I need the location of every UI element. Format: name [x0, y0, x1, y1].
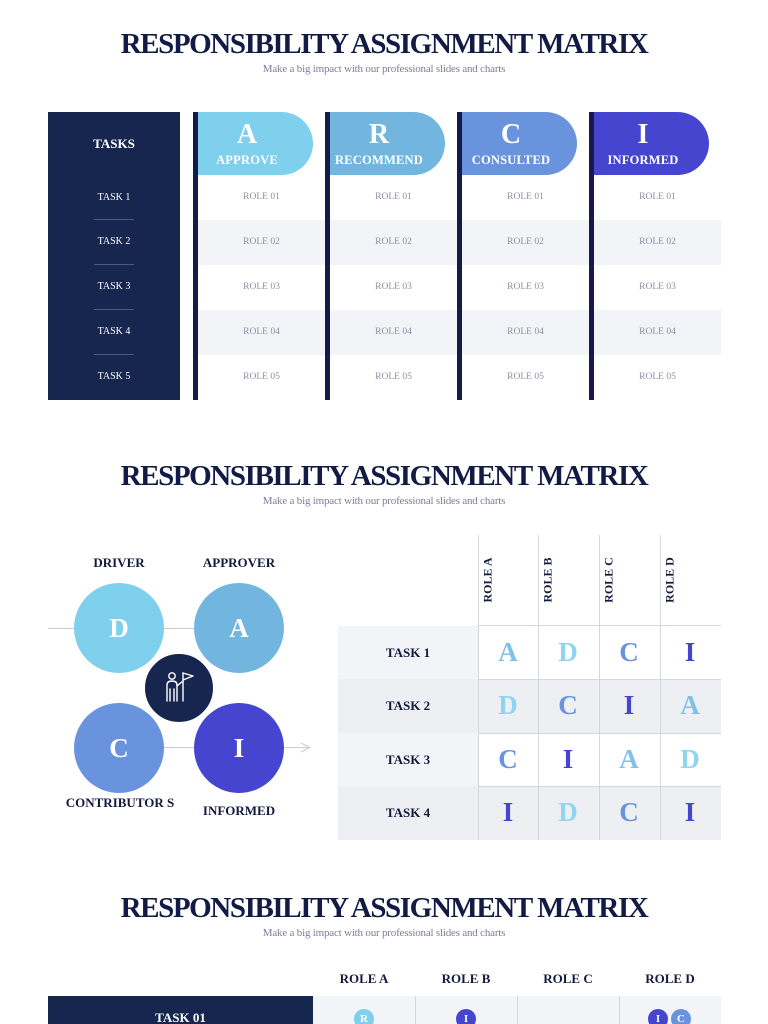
- circle-letter: A: [229, 612, 249, 643]
- role-cell: ROLE 04: [639, 327, 676, 337]
- role-cell: ROLE 02: [375, 237, 412, 247]
- role-cell: ROLE 05: [375, 372, 412, 382]
- divider: [94, 309, 134, 310]
- matrix-letter: A: [619, 744, 639, 774]
- role-cell: ROLE 05: [639, 372, 676, 382]
- role-cell: ROLE 01: [639, 192, 676, 202]
- page-subtitle: Make a big impact with our professional slides and charts: [262, 927, 506, 939]
- role-header: ROLE A: [339, 971, 389, 986]
- matrix-letter: C: [619, 797, 639, 827]
- role-header-label: ROLE B: [540, 557, 555, 603]
- badge-letter: C: [677, 1013, 685, 1024]
- column-letter: R: [368, 119, 390, 150]
- matrix-letter: I: [562, 744, 574, 774]
- divider: [94, 354, 134, 355]
- role-cell: ROLE 03: [375, 282, 412, 292]
- column-bar: [457, 112, 462, 400]
- role-header-label: ROLE A: [480, 557, 495, 603]
- role-cell: ROLE 05: [507, 372, 544, 382]
- role-cell: ROLE 03: [243, 282, 280, 292]
- role-cell: ROLE 03: [639, 282, 676, 292]
- role-cell: ROLE 02: [507, 237, 544, 247]
- badge-i: [456, 1009, 476, 1024]
- grid-line: [517, 996, 518, 1024]
- badge-r: [354, 1009, 374, 1024]
- matrix-letter: C: [498, 744, 518, 774]
- approver-circle: [194, 583, 284, 673]
- column-header-recommend: [325, 112, 445, 175]
- role-cell: ROLE 01: [243, 192, 280, 202]
- circle-letter: I: [233, 732, 245, 763]
- task-label: TASK 2: [385, 697, 431, 713]
- column-header-approve: [193, 112, 313, 175]
- page-subtitle: Make a big impact with our professional slides and charts: [262, 495, 506, 507]
- role-header-label: ROLE C: [601, 557, 616, 603]
- column-letter: I: [637, 119, 649, 150]
- circle-label-informed: INFORMED: [202, 803, 276, 818]
- matrix-letter: I: [684, 797, 696, 827]
- role-header: [518, 540, 578, 620]
- column-header-informed: [589, 112, 709, 175]
- page-subtitle: Make a big impact with our professional slides and charts: [262, 63, 506, 75]
- matrix-letter: I: [623, 690, 635, 720]
- badge-letter: I: [655, 1013, 661, 1024]
- column-label: RECOMMEND: [335, 153, 423, 167]
- matrix-letter: I: [684, 637, 696, 667]
- contributors-circle: [74, 703, 164, 793]
- matrix-letter: D: [498, 690, 518, 720]
- role-cell: ROLE 01: [507, 192, 544, 202]
- role-cell: ROLE 05: [243, 372, 280, 382]
- matrix-letter: A: [680, 690, 700, 720]
- task-label: TASK 4: [97, 326, 131, 337]
- matrix-letter: D: [558, 797, 578, 827]
- task-label: TASK 01: [48, 996, 313, 1024]
- badge-c: [671, 1009, 691, 1024]
- circle-label-approver: APPROVER: [202, 555, 276, 570]
- column-label: CONSULTED: [471, 153, 551, 167]
- person-with-flag-icon: [159, 668, 199, 708]
- divider: [94, 219, 134, 220]
- role-cell: ROLE 04: [507, 327, 544, 337]
- role-header: ROLE B: [441, 971, 491, 986]
- badge-i: [648, 1009, 668, 1024]
- role-header-label: ROLE D: [662, 557, 677, 603]
- task-label: TASK 3: [97, 281, 131, 292]
- matrix-letter: D: [558, 637, 578, 667]
- task-label: TASK 1: [97, 192, 131, 203]
- task-label: TASK 4: [385, 804, 431, 820]
- circle-label-contributors: CONTRIBUTOR S: [65, 795, 175, 810]
- matrix-letter: C: [619, 637, 639, 667]
- arrow-right-icon: [300, 742, 312, 753]
- column-letter: A: [236, 119, 258, 150]
- circle-label-driver: DRIVER: [93, 555, 145, 570]
- role-cell: ROLE 02: [639, 237, 676, 247]
- role-cell: ROLE 03: [507, 282, 544, 292]
- informed-circle: [194, 703, 284, 793]
- badge-letter: R: [360, 1013, 368, 1024]
- matrix-letter: D: [680, 744, 700, 774]
- grid-line: [415, 996, 416, 1024]
- role-cell: ROLE 02: [243, 237, 280, 247]
- grid-line: [619, 996, 620, 1024]
- column-label: INFORMED: [607, 153, 679, 167]
- circle-letter: D: [109, 612, 129, 643]
- role-header: [458, 540, 518, 620]
- matrix-letter: A: [498, 637, 518, 667]
- task-label: TASK 2: [97, 236, 131, 247]
- role-header: [579, 540, 639, 620]
- matrix-letter: I: [502, 797, 514, 827]
- page-title: RESPONSIBILITY ASSIGNMENT MATRIX: [120, 892, 648, 924]
- page-title: RESPONSIBILITY ASSIGNMENT MATRIX: [120, 460, 648, 492]
- role-cell: ROLE 01: [375, 192, 412, 202]
- column-bar: [193, 112, 198, 400]
- tasks-header: TASKS: [93, 136, 135, 151]
- role-header: ROLE C: [543, 971, 593, 986]
- center-circle: [142, 651, 216, 725]
- circle-letter: C: [109, 732, 129, 763]
- column-letter: C: [500, 119, 522, 150]
- column-bar: [325, 112, 330, 400]
- column-bar: [589, 112, 594, 400]
- role-header: [640, 540, 700, 620]
- task-label: TASK 5: [97, 371, 131, 382]
- page-title: RESPONSIBILITY ASSIGNMENT MATRIX: [120, 28, 648, 60]
- tasks-column: [48, 112, 180, 400]
- task-label: TASK 3: [385, 751, 431, 767]
- role-cell: ROLE 04: [243, 327, 280, 337]
- column-header-consulted: [457, 112, 577, 175]
- task-label: TASK 1: [385, 644, 431, 660]
- divider: [94, 264, 134, 265]
- role-header: ROLE D: [645, 971, 695, 986]
- matrix-letter: C: [558, 690, 578, 720]
- role-cell: ROLE 04: [375, 327, 412, 337]
- badge-letter: I: [463, 1013, 469, 1024]
- driver-circle: [74, 583, 164, 673]
- column-label: APPROVE: [216, 153, 278, 167]
